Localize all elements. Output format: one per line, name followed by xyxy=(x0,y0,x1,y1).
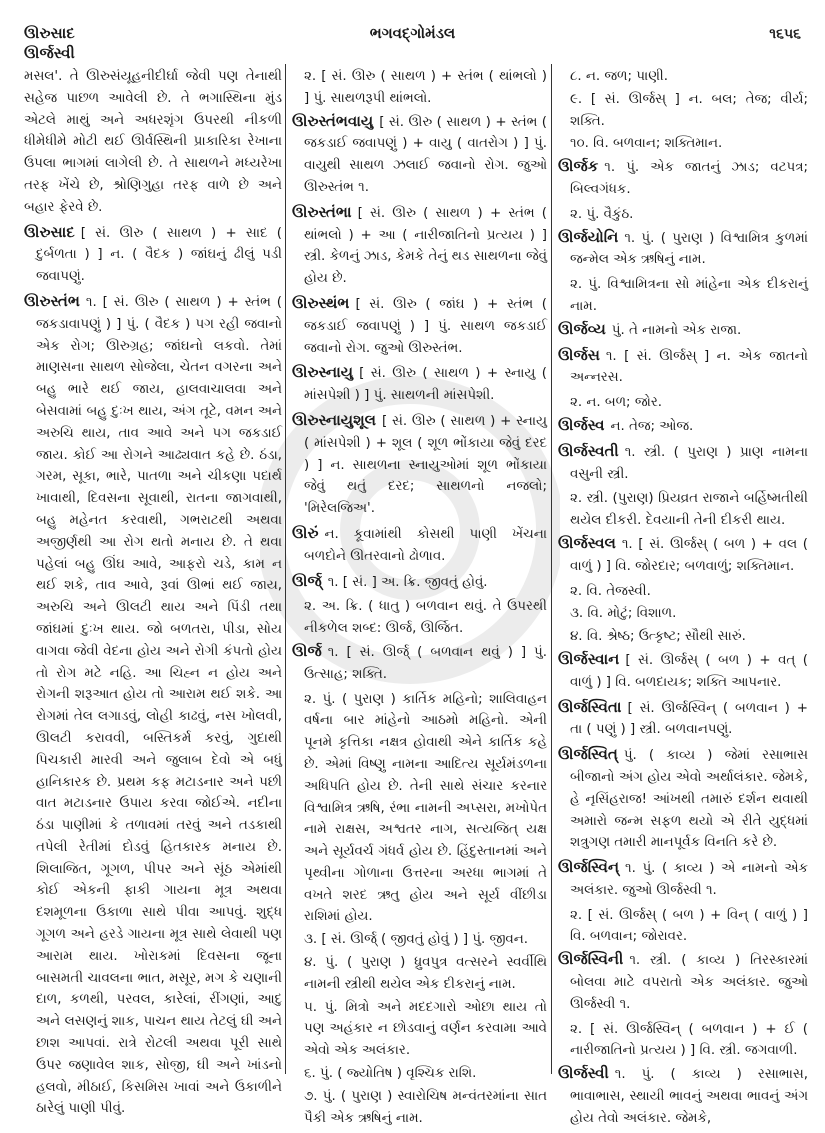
entry-sense xyxy=(558,905,808,949)
definition-text: ૮. ન. જળ; પાણી. xyxy=(570,69,668,84)
dictionary-entry xyxy=(558,697,808,742)
definition-text: ૩. [ સં. ઊર્જ્ ( જીવતું હોવું ) ] પું. જીવન. xyxy=(304,932,528,948)
entry-sense xyxy=(558,133,808,155)
dictionary-entry xyxy=(558,949,808,1015)
definition-text: ૨. ન. બળ; જોર. xyxy=(570,395,663,411)
headword: ઊરુસ્થંભ xyxy=(292,293,350,312)
definition-text: ૪. પું. ( પુરાણ ) ધ્રુવપુત્ર વત્સરને સ્વર્વીથિ નામની સ્ત્રીથી થયેલ એક દીકરાનું નામ. xyxy=(304,955,547,992)
headword: ઊર્જસ્વિતા xyxy=(558,697,622,716)
dictionary-entry xyxy=(292,523,547,568)
definition-text: ૬. પું. ( જ્યોતિષ ) વૃશ્ચિક રાશિ. xyxy=(304,1066,477,1082)
headword: ઊર્જસ્વાન xyxy=(558,649,620,668)
definition-text: ૪. વિ. શ્રેષ્ઠ; ઉત્કૃષ્ટ; સૌથી સારું. xyxy=(570,629,746,645)
dictionary-entry xyxy=(24,222,282,288)
entry-sense xyxy=(558,89,808,133)
entry-sense xyxy=(292,66,547,110)
dictionary-entry xyxy=(558,345,808,390)
entry-sense xyxy=(292,929,547,951)
definition-text: ૨. અ. ક્રિ. ( ધાતુ ) બળવાન થવું. તે ઉપરથી નીકળેલ શબ્દ: ઊર્જ, ઊર્જિત. xyxy=(304,599,547,637)
headword: ઊરુસ્તંભા xyxy=(292,202,352,221)
definition-text: પું. તે નામનો એક રાજા. xyxy=(611,322,742,338)
headword: ઊર્જસ્વિન્ xyxy=(558,858,620,877)
definition-text: ૧. પું. ( કાવ્ય ) રસાભાસ, ભાવાભાસ, સ્થાયી ભાવનું અથવા ભાવનું અંગ હોય તેવો અલંકાર. જેમકે, xyxy=(570,1067,808,1126)
dictionary-entry xyxy=(24,291,282,1120)
running-title: ભગવદ્ગોમંડલ xyxy=(369,24,456,42)
column-divider xyxy=(551,64,552,1074)
entry-sense xyxy=(558,1019,808,1063)
definition-text: મસલ'. તે ઊરુસંયૂહનીદીર્ઘા જેવી પણ તેનાથી સહેજ પાછળ આવેલી છે. તે ભગાસ્થિના મુંડ એટલે માથું અને અધરશૃંગ ઉપરથી નીકળી ધીમેધીમે મોટી થઈ ઊર્વસ્થિની પ્રાકારિકા રેખાના ઉપલા ભાગમાં લાગેલી છે. તે સાથળને મધ્યરેખા તરફ ખેંચે છે, શ્રોણિગુહા તરફ વાળે છે અને બહાર ફેરવે છે. xyxy=(24,69,282,215)
definition-text: ૧. સ્ત્રી. ( પુરાણ ) પ્રાણ નામના વસુની સ્ત્રી. xyxy=(570,444,808,482)
definition-text: ન. કૂવામાંથી કોસથી પાણી ખેંચના બળદોને ઊતરવાનો ઢોળાવ. xyxy=(304,526,547,564)
headword: ઊર્જ xyxy=(292,641,322,660)
dictionary-entry xyxy=(292,571,547,594)
headword: ઊર્જસ xyxy=(558,345,600,364)
entry-sense xyxy=(292,952,547,996)
definition-text: ૩. વિ. મોટું; વિશાળ. xyxy=(570,606,677,622)
dictionary-entry xyxy=(292,202,547,290)
entry-sense xyxy=(558,392,808,414)
dictionary-entry xyxy=(292,111,547,199)
dictionary-entry xyxy=(558,227,808,272)
entry-sense xyxy=(558,66,808,88)
definition-text: ૨. પું. વૈકુંઠ. xyxy=(570,206,634,222)
definition-text: [ સં. ઊરુ ( સાથળ ) + સ્તંભ ( થાંભલો ) + આ ( નારીજાતિનો પ્રત્યય ) ] સ્ત્રી. કેળનું ઝાડ, કેમકે તેનું થડ સાથળના જેવું હોય છે. xyxy=(304,205,547,287)
column-divider xyxy=(285,64,286,1074)
headword: ઊર્જસ્વલ xyxy=(558,533,616,552)
headword: ઊરું xyxy=(292,523,319,542)
entry-sense xyxy=(558,274,808,318)
definition-text: [ સં. ઊરુ ( સાથળ ) + સ્તંભ ( જકડાઈ જવાપણું ) + વાયુ ( વાતરોગ ) ] પું. વાયુથી સાથળ ઝલાઈ જવાનો રોગ. જુઓ ઊરુસ્તંભ ૧. xyxy=(304,114,547,195)
headword: ઊર્જ્ xyxy=(292,571,322,590)
definition-text: પું. ( કાવ્ય ) જેમાં રસાભાસ બીજાનો અંગ હોય એવો અર્થાલંકાર. જેમકે, હે નૃસિંહરાજ! આંખથી તમારું દર્શન થવાથી અમારો જન્મ સફળ થયો એ રીતે યુદ્ધમાં શત્રુગણ તમારી માનપૂર્વક વિનતિ કરે છે. xyxy=(570,748,808,851)
column-2 xyxy=(292,66,547,1130)
definition-text: ૨. પું. ( પુરાણ ) કાર્તિક મહિનો; શાલિવાહન વર્ષના બાર માંહેનો આઠમો મહિનો. એની પૂનમે કૃત્તિકા નક્ષત્ર હોવાથી એને કાર્તિક કહે છે. એમાં વિષ્ણુ નામના આદિત્ય સૂર્યમંડળના અધિપતિ હોય છે. તેની સાથે સંચાર કરનાર વિશ્વામિત્ર ઋષિ, રંભા નામની અપ્સરા, મખોપેત નામે રાક્ષસ, અશ્વતર નાગ, સત્યજિત્ યક્ષ અને સૂર્યવર્ચ ગંધર્વ હોય છે. હિંદુસ્તાનમાં અને પૃથ્વીના ગોળાના ઉત્તરના અરધા ભાગમાં તે વખતે શરદ ઋતુ હોય અને સૂર્ય વીંછીડા રાશિમાં હોય. xyxy=(304,691,547,925)
headword: ઊર્જસ્વ xyxy=(558,415,605,434)
entry-sense xyxy=(558,626,808,648)
entry-sense xyxy=(292,1063,547,1085)
definition-text: ૨. સ્ત્રી. (પુરાણ) પ્રિયવ્રત રાજાને બર્હિષ્મતીથી થયેલ દીકરી. દેવયાની તેની દીકરી થાય. xyxy=(570,491,808,529)
headword: ઊર્જસ્વતી xyxy=(558,441,619,460)
headword: ઊર્જવ્ય xyxy=(558,319,606,338)
definition-text: ૨. [ સં. ઊર્જસ્ ( બળ ) + વિન્ ( વાળું ) ] વિ. બળવાન; જોરાવર. xyxy=(570,907,808,945)
dictionary-entry xyxy=(558,319,808,342)
dictionary-entry xyxy=(558,533,808,578)
guide-word-last: ઊર્જસ્વી xyxy=(24,44,75,62)
column-3 xyxy=(558,66,808,1133)
definition-text: ૧. સ્ત્રી. ( કાવ્ય ) તિરસ્કારમાં બોલવા માટે વપરાતો એક અલંકાર. જુઓ ઊર્જસ્વી ૧. xyxy=(570,953,808,1012)
dictionary-entry xyxy=(558,649,808,694)
definition-text: ૧. [ સં. ઊરુ ( સાથળ ) + સ્તંભ ( જકડાવાપણું ) ] પું. ( વૈદક ) પગ રહી જવાનો એક રોગ; ઊરુગ્રહ; જાંઘનો લકવો. તેમાં માણસના સાથળ સોજેલા, ચેતન વગરના અને બહુ ભારે થઈ જાય, હાલવાચાલવા અને બેસવામાં બહુ દુઃખ થાય, અંગ તૂટે, વમન અને અરુચિ થાય, તાવ આવે અને પગ જકડાઈ જાય. કોઈ આ રોગને આઢ્યવાત કહે છે. ઠંડા, ગરમ, સૂકા, ભારે, પાતળા અને ચીકણા પદાર્થ ખાવાથી, દિવસના સૂવાથી, રાતના જાગવાથી, બહુ મહેનત કરવાથી, ગભરાટથી અથવા અજીર્ણથી આ રોગ થતો મનાય છે. તે થવા પહેલાં બહુ ઊંઘ આવે, આફરો ચડે, કામ ન થઈ શકે, તાવ આવે, રૂવાં ઊભાં થઈ જાય, અરુચિ અને ઊલટી થાય અને પિંડી તથા જાંઘમાં દુઃખ થાય. જો બળતરા, પીડા, સોય વાગવા જેવી વેદના હોય અને રોગી કંપતો હોય તો રોગ મટે નહિ. આ ચિહ્ન ન હોય અને રોગની શરૂઆત હોય તો આરામ થઈ શકે. આ રોગમાં તેલ લગાડવું, લોહી કાઢવું, નસ ખોલવી, ઊલટી કરાવવી, બસ્તિકર્મ કરવું, ગુદાથી પિચકારી મારવી અને જુલાબ દેવો એ બધું હાનિકારક છે. પ્રથમ કફ મટાડનાર અને પછી વાત મટાડનાર ઉપાય કરવા જોઈએ. નદીના ઠંડા પાણીમાં કે તળાવમાં તરવું અને તડકાથી તપેલી રેતીમાં દોડવું હિતકારક મનાય છે. શિલાજિત, ગૂગળ, પીપર અને સૂંઠ એમાંથી કોઈ એકની ફાકી ગાયના મૂત્ર અથવા દશમૂળના ઉકાળા સાથે પીવા આપવું. શુદ્ધ ગૂગળ અને હરડે ગાયના મૂત્ર સાથે લેવાથી પણ આરામ થાય. ખોરાકમાં દિવસના જૂના બાસમતી ચાવલના ભાત, મસૂર, મગ કે ચણાની દાળ, કળથી, પરવલ, કારેલાં, રીંગણાં, આદુ અને લસણનું શાક, પાચન થાય તેટલું ઘી અને છાશ આપવાં. રાત્રે રોટલી અથવા પૂરી સાથે ઉપર જણાવેલ શાક, સોજી, ઘી અને ખાંડનો હલવો, મીઠાઈ, કિસમિસ ખાવાં અને ઉકાળીને ઠારેલું પાણી પીવું. xyxy=(36,294,282,1117)
definition-text: ૫. પું. મિત્રો અને મદદગારો ઓછા થાય તો પણ અહંકાર ન છોડવાનું વર્ણન કરવામા આવે એવો એક અલંકાર. xyxy=(304,999,547,1059)
definition-text: ૨. વિ. તેજસ્વી. xyxy=(570,583,651,599)
entry-sense xyxy=(292,997,547,1062)
definition-text: ૨. [ સં. ઊરુ ( સાથળ ) + સ્તંભ ( થાંભલો ) ] પું. સાથળરૂપી થાંભલો. xyxy=(304,69,547,106)
dictionary-entry xyxy=(292,641,547,686)
dictionary-entry xyxy=(558,1063,808,1129)
headword: ઊરુસ્નાયુ xyxy=(292,363,354,382)
definition-text: ૯. [ સં. ઊર્જસ્ ] ન. બલ; તેજ; વીર્ય; શક્તિ. xyxy=(570,91,808,129)
definition-text: ૧. [ સં. ] અ. ક્રિ. જીવતું હોવું. xyxy=(327,574,488,590)
entry-sense xyxy=(558,204,808,226)
dictionary-entry xyxy=(292,362,547,407)
page-number: ૧૬૫૬ xyxy=(769,26,801,42)
definition-text: ૨. [ સં. ઊર્જસ્વિન્ ( બળવાન ) + ઈ ( નારીજાતિનો પ્રત્યય ) ] વિ. સ્ત્રી. જગવાળી. xyxy=(570,1021,808,1059)
definition-text: [ સં. ઊરુ ( સાથળ ) + સ્નાયુ ( માંસપેશી ) + શૂલ ( શૂળ ભોંકાયા જેવું દરદ ) ] ન. સાથળના સ્નાયુઓમાં શૂળ ભોંકાયા જેવું થતું દરદ; સાથળનો નજલો; 'મિરેલજિઅ'. xyxy=(304,413,547,517)
headword: ઊર્જક xyxy=(558,157,599,176)
definition-text: [ સં. ઊર્જસ્વિન્ ( બળવાન ) + તા ( પણું ) ] સ્ત્રી. બળવાનપણું. xyxy=(570,700,808,738)
guide-word-first: ઊરુસાદ xyxy=(24,24,75,42)
definition-text: [ સં. ઊર્જસ્ ( બળ ) + વત્ ( વાળું ) ] વિ. બળદાયક; શક્તિ આપનાર. xyxy=(570,652,808,690)
definition-text: ૧. [ સં. ઊર્જસ્ ] ન. એક જાતનો અન્નરસ. xyxy=(570,348,808,386)
headword: ઊર્જસ્વી xyxy=(558,1064,609,1083)
definition-text: ન. તેજ; ઓજ. xyxy=(610,418,694,434)
dictionary-entry xyxy=(558,744,808,854)
headword: ઊર્જયોનિ xyxy=(558,227,619,246)
headword: ઊરુસ્તંભ xyxy=(24,291,80,310)
entry-sense xyxy=(292,689,547,929)
entry-sense xyxy=(558,488,808,532)
entry-sense xyxy=(292,1086,547,1130)
definition-text: [ સં. ઊરુ ( સાથળ ) + સાદ ( દુર્બળતા ) ] ન. ( વૈદક ) જાંઘનું ઢીલું પડી જવાપણું. xyxy=(36,225,282,285)
dictionary-entry xyxy=(558,415,808,438)
entry-sense xyxy=(292,596,547,640)
definition-text: [ સં. ઊરુ ( સાથળ ) + સ્નાયુ ( માંસપેશી ) ] પું. સાથળની માંસપેશી. xyxy=(304,366,547,404)
entry-sense xyxy=(558,581,808,603)
dictionary-entry xyxy=(292,293,547,359)
headword: ઊરુસ્નાયુશૂલ xyxy=(292,410,376,429)
definition-text: ૧. પું. એક જાતનું ઝાડ; વટપત્ર; બિલ્વગંધક. xyxy=(570,160,808,197)
headword: ઊર્જસ્વિત્ xyxy=(558,745,618,764)
entry-sense xyxy=(558,603,808,625)
definition-text: ૧૦. વિ. બળવાન; શક્તિમાન. xyxy=(570,136,723,152)
headword: ઊરુસ્તંભવાયુ xyxy=(292,111,374,130)
definition-text: [ સં. ઊરુ ( જાંઘ ) + સ્તંભ ( જકડાઈ જવાપણું ) ] પું. સાથળ જકડાઈ જવાનો રોગ. જુઓ ઊરુસ્તંભ. xyxy=(304,296,547,356)
definition-text: ૨. પું. વિશ્વામિત્રના સો માંહેના એક દીકરાનું નામ. xyxy=(570,277,808,314)
definition-text: ૧. [ સં. ઊર્જ્ ( બળવાન થવું ) ] પું. ઉત્સાહ; શક્તિ. xyxy=(304,644,547,682)
column-1 xyxy=(24,66,282,1123)
dictionary-entry xyxy=(292,410,547,520)
headword: ઊર્જસ્વિની xyxy=(558,950,624,969)
definition-text: ૭. પું. ( પુરાણ ) સ્વારોચિષ મન્વંતરમાંના સાત પૈકી એક ઋષિનું નામ. xyxy=(304,1088,547,1126)
dictionary-entry xyxy=(558,156,808,201)
definition-text: ૧. [ સં. ઊર્જસ્ ( બળ ) + વલ ( વાળું ) ] વિ. જોરદાર; બળવાળું; શક્તિમાન. xyxy=(570,536,808,574)
dictionary-entry xyxy=(558,441,808,486)
headword: ઊરુસાદ xyxy=(24,222,75,241)
entry-sense xyxy=(24,66,282,219)
definition-text: ૧. પું. ( પુરાણ ) વિશ્વામિત્ર કુળમાં જન્મેલ એક ઋષિનું નામ. xyxy=(570,230,808,268)
definition-text: ૧. પું. ( કાવ્ય ) એ નામનો એક અલંકાર. જુઓ ઊર્જસ્વી ૧. xyxy=(570,861,808,898)
dictionary-entry xyxy=(558,857,808,902)
